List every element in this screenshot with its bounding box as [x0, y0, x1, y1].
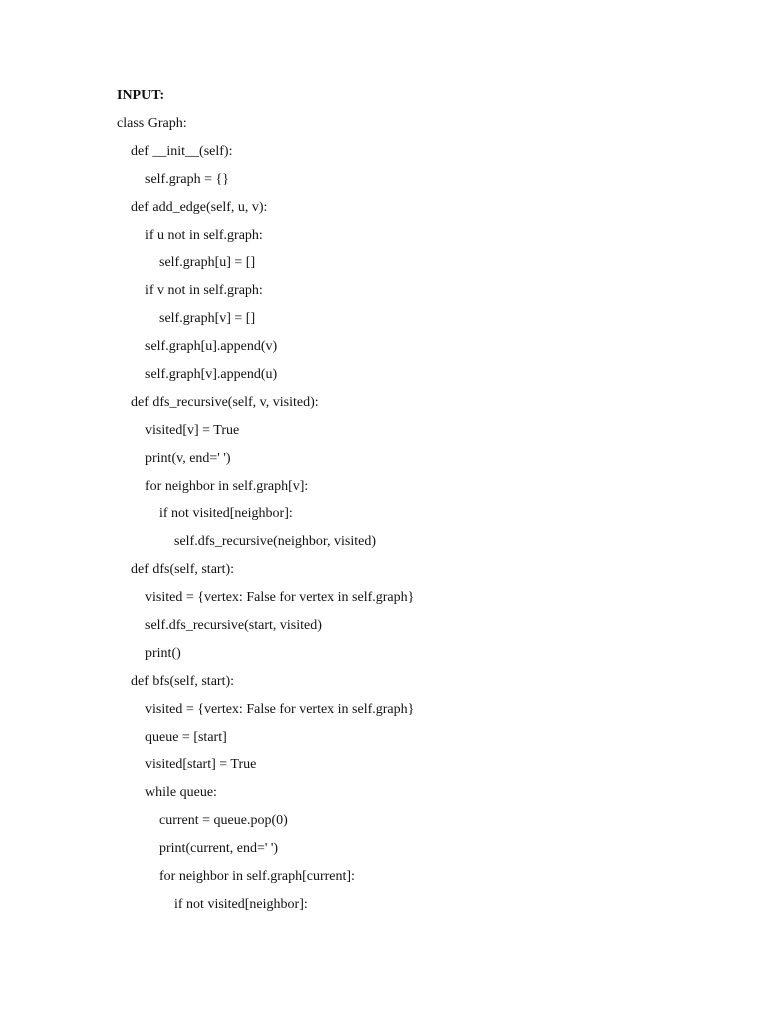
code-line: def bfs(self, start): — [131, 673, 235, 689]
code-line: def add_edge(self, u, v): — [131, 199, 268, 215]
code-line: current = queue.pop(0) — [159, 813, 288, 829]
code-line: print() — [145, 645, 181, 661]
code-line: def dfs(self, start): — [131, 562, 235, 578]
code-line: if u not in self.graph: — [145, 227, 263, 243]
code-line: visited = {vertex: False for vertex in self.graph} — [145, 701, 415, 717]
code-line: print(current, end=' ') — [159, 841, 279, 857]
code-line: for neighbor in self.graph[v]: — [145, 478, 309, 494]
code-line: def dfs_recursive(self, v, visited): — [131, 394, 319, 410]
code-line: visited = {vertex: False for vertex in self.graph} — [145, 590, 415, 606]
code-line: class Graph: — [117, 116, 187, 131]
code-line: self.graph[u].append(v) — [145, 339, 278, 355]
code-line: def __init__(self): — [131, 143, 233, 159]
code-line: self.graph = {} — [145, 171, 229, 187]
code-line: self.dfs_recursive(neighbor, visited) — [174, 534, 376, 550]
code-line: queue = [start] — [145, 729, 227, 745]
code-line: visited[v] = True — [145, 422, 240, 438]
code-line: for neighbor in self.graph[current]: — [159, 869, 355, 885]
code-line: self.graph[v].append(u) — [145, 367, 278, 383]
code-line: while queue: — [145, 785, 217, 801]
code-line: if v not in self.graph: — [145, 283, 263, 299]
code-line: if not visited[neighbor]: — [159, 506, 293, 522]
code-line: if not visited[neighbor]: — [174, 896, 308, 912]
code-line: print(v, end=' ') — [145, 450, 231, 466]
code-line: visited[start] = True — [145, 757, 257, 773]
code-line: self.graph[u] = [] — [159, 255, 256, 271]
section-heading: INPUT: — [117, 88, 165, 103]
code-block — [117, 111, 414, 920]
document-content — [117, 83, 414, 920]
code-line: self.dfs_recursive(start, visited) — [145, 618, 322, 634]
code-line: self.graph[v] = [] — [159, 311, 256, 327]
